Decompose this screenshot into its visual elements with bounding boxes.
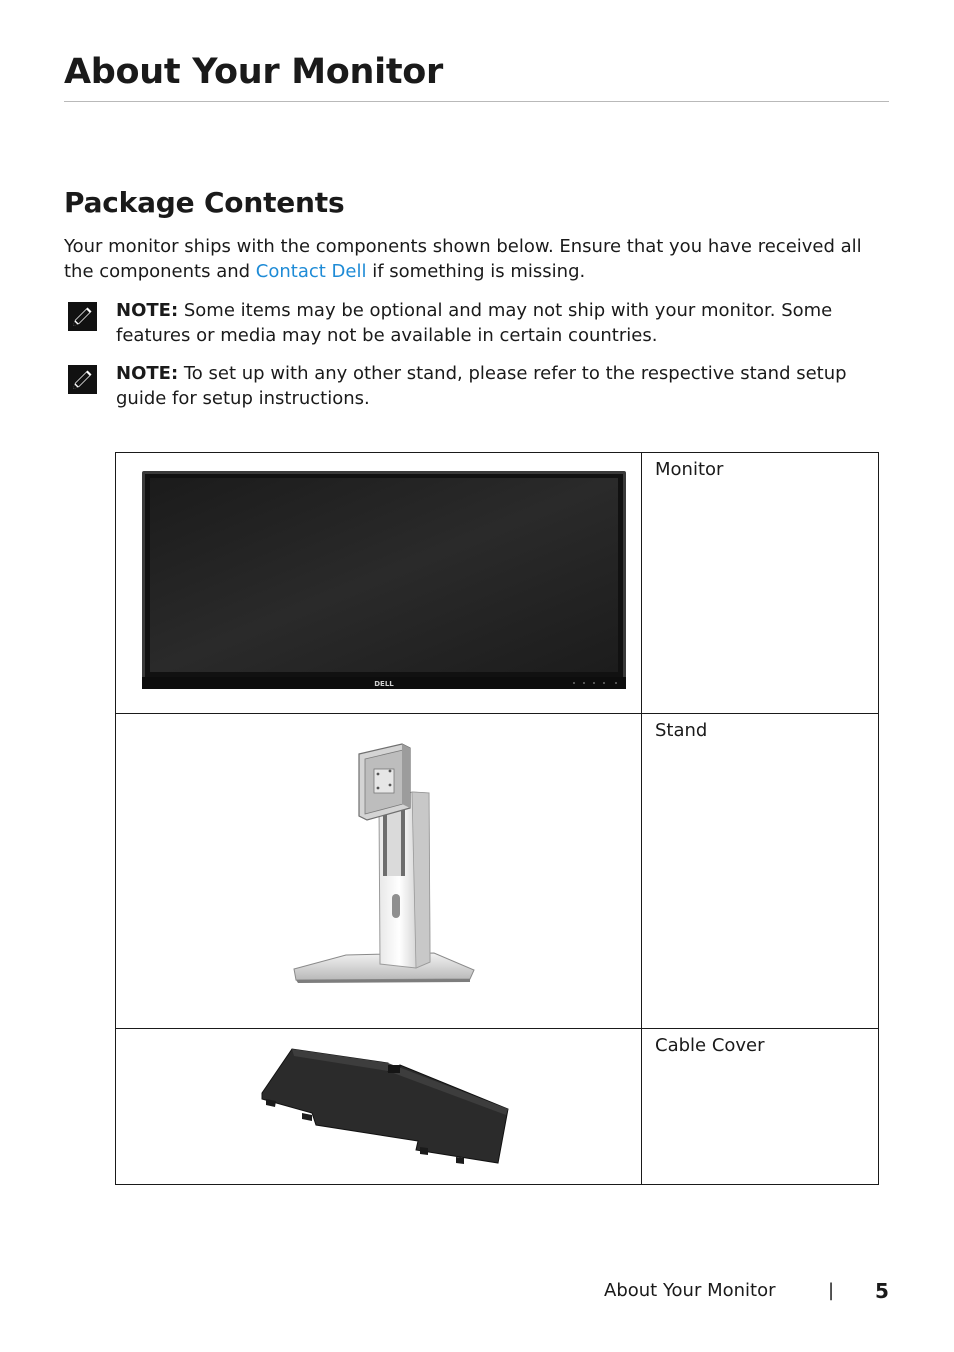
monitor-image [116,453,641,709]
note-1-body: Some items may be optional and may not ship with your monitor. Some features or media may not be available in certain countries. [116,300,833,346]
intro-text-end: if something is missing. [366,261,586,282]
monitor-label: Monitor [642,453,879,714]
stand-label: Stand [642,714,879,1029]
note-pencil-icon [68,302,97,331]
contact-dell-link[interactable]: Contact Dell [255,261,367,282]
note-1-label: NOTE: [116,300,179,321]
cable-cover-image [116,1029,641,1180]
intro-paragraph [64,234,894,284]
footer-section-title: About Your Monitor [604,1280,776,1301]
intro-text: Your monitor ships with the components shown below. Ensure that you have received all the components and [64,236,862,282]
note-2-body: To set up with any other stand, please refer to the respective stand setup guide for setup instructions. [116,363,847,409]
page-title: About Your Monitor [64,52,443,92]
footer-separator: | [828,1280,835,1301]
package-contents-table [115,452,879,1185]
stand-image [116,714,641,1024]
title-divider [64,101,889,102]
dell-logo: DELL [374,680,394,688]
cable-cover-image-cell [116,1029,642,1185]
section-title: Package Contents [64,186,345,219]
stand-image-cell [116,714,642,1029]
page-number: 5 [875,1279,889,1303]
note-pencil-icon [68,365,97,394]
note-2-text [116,361,886,411]
cable-cover-label: Cable Cover [642,1029,879,1185]
table-row [116,1029,879,1185]
note-2-label: NOTE: [116,363,179,384]
monitor-image-cell [116,453,642,714]
note-1-text [116,298,886,348]
table-row [116,453,879,714]
table-row [116,714,879,1029]
